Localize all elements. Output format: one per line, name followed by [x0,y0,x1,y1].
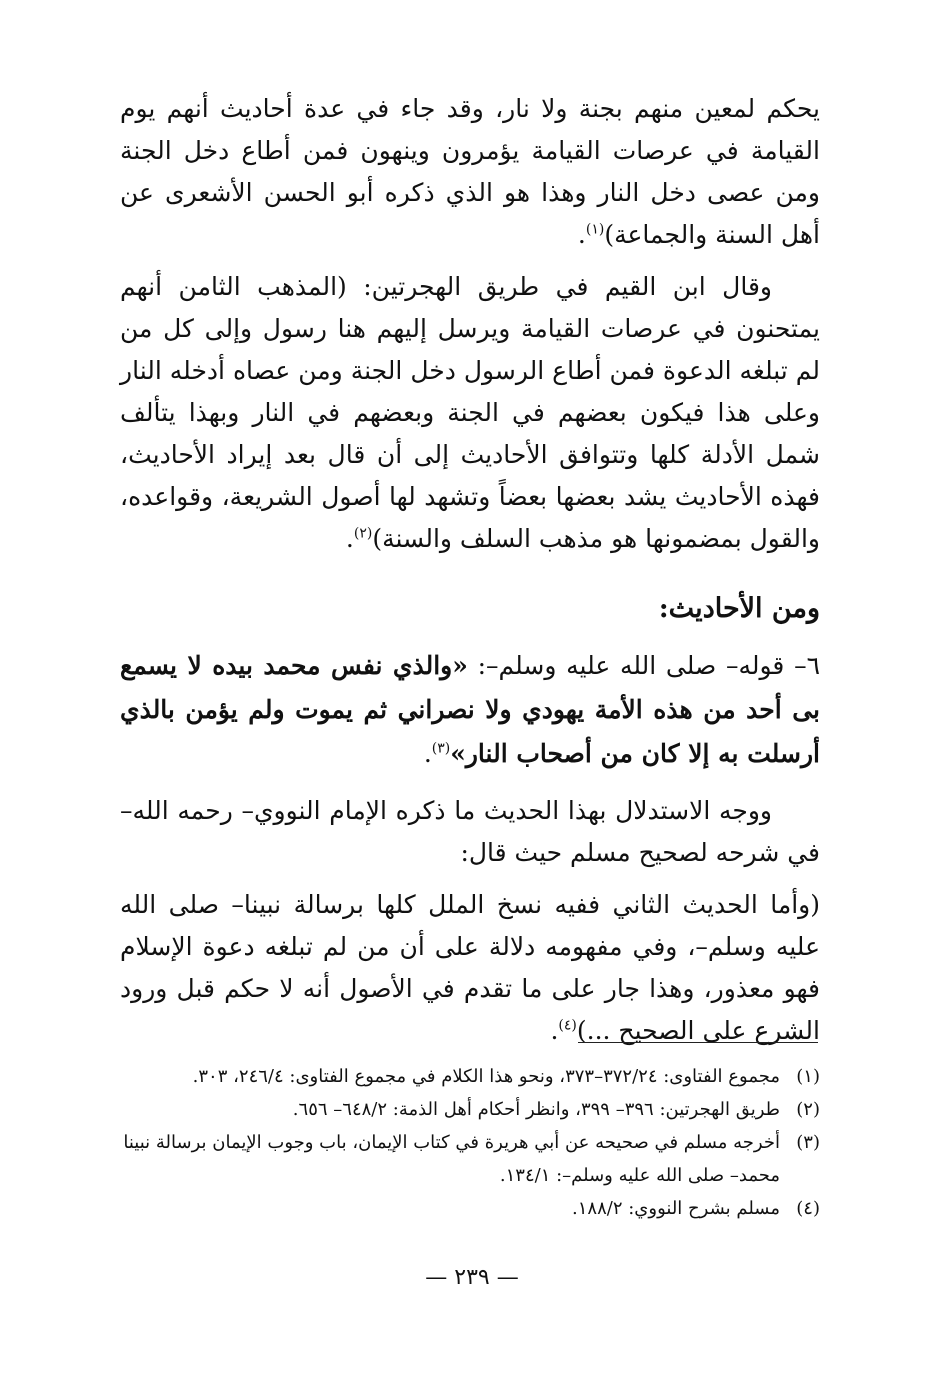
footnote-3 [120,1126,820,1192]
paragraph-4 [120,884,820,1052]
footnote-1 [120,1060,820,1093]
footnote-text: طريق الهجرتين: ٣٩٦– ٣٩٩، وانظر أحكام أهل الذمة: ٦٤٨/٢– ٦٥٦. [292,1099,780,1120]
footnote-text: مسلم بشرح النووي: ١٨٨/٢. [572,1198,780,1219]
paragraph-2 [120,266,820,560]
hadith-text: «والذي نفس محمد بيده لا يسمع بى أحد من هذه الأمة يهودي ولا نصراني ثم يموت ولم يؤمن بالذي أرسلت به إلا كان من أصحاب النار» [120,651,820,768]
hadith-intro: قوله– صلى الله عليه وسلم–: [477,651,785,680]
footnote-ref-3[interactable]: (٣) [431,740,451,757]
footnote-ref-4[interactable]: (٤) [558,1017,577,1034]
paragraph-1-text: يحكم لمعين منهم بجنة ولا نار، وقد جاء في عدة أحاديث أنهم يوم القيامة في عرصات القيامة يؤمرون وينهون فمن أطاع دخل الجنة ومن عصى دخل النار وهذا هو الذي ذكره أبو الحسن الأشعرى عن أهل السنة والجماعة) [120,94,820,249]
footnote-number: (٤) [796,1198,820,1219]
footnote-ref-1[interactable]: (١) [585,221,605,238]
paragraph-1 [120,88,820,256]
paragraph-2-text: وقال ابن القيم في طريق الهجرتين: (المذهب الثامن أنهم يمتحنون في عرصات القيامة ويرسل إليهم هنا رسول وإلى كل من لم تبلغه الدعوة فمن أطاع الرسول دخل الجنة ومن عصاه أدخله النار وعلى هذا فيكون بعضهم في الجنة وبعضهم في النار وبهذا يتألف شمل الأدلة كلها وتتوافق الأحاديث إلى أن قال بعد إيراد الأحاديث، فهذه الأحاديث يشد بعضها بعضاً وتشهد لها أصول الشريعة، وقواعده، والقول بمضمونها هو مذهب السلف والسنة) [120,272,820,553]
paragraph-3 [120,790,820,874]
footnote-number: (٣) [796,1132,820,1153]
page-body [120,88,820,1062]
hadith-block [120,644,820,776]
page-number: — ٢٣٩ — [425,1265,519,1290]
footnote-4 [120,1192,820,1225]
section-heading: ومن الأحاديث: [658,593,820,624]
paragraph-4-text: (وأما الحديث الثاني ففيه نسخ الملل كلها برسالة نبينا– صلى الله عليه وسلم–، وفي مفهومه دلالة على أن من لم تبلغه دعوة الإسلام فهو معذور، وهذا جار على ما تقدم في الأصول أنه لا حكم قبل ورود الشرع على الصحيح ...) [120,890,820,1045]
footnote-number: (١) [796,1066,820,1087]
hadith-end: . [423,739,432,768]
paragraph-2-end: . [345,524,354,553]
footnotes [120,1060,820,1225]
paragraph-1-end: . [577,220,586,249]
paragraph-3-text: ووجه الاستدلال بهذا الحديث ما ذكره الإمام النووي– رحمه الله– في شرحه لصحيح مسلم حيث قال: [120,796,820,867]
footnote-ref-2[interactable]: (٢) [353,525,373,542]
footnote-separator [578,1042,818,1043]
footnote-text: أخرجه مسلم في صحيحه عن أبي هريرة في كتاب الإيمان، باب وجوب الإيمان برسالة نبينا محمد– صلى الله عليه وسلم–: ١٣٤/١. [123,1132,780,1186]
footnote-text: مجموع الفتاوى: ٣٧٢/٢٤–٣٧٣، ونحو هذا الكلام في مجموع الفتاوى: ٢٤٦/٤، ٣٠٣. [192,1066,780,1087]
footnote-number: (٢) [796,1099,820,1120]
hadith-number: ٦– [794,651,821,680]
footnote-2 [120,1093,820,1126]
paragraph-4-end: . [550,1016,559,1045]
